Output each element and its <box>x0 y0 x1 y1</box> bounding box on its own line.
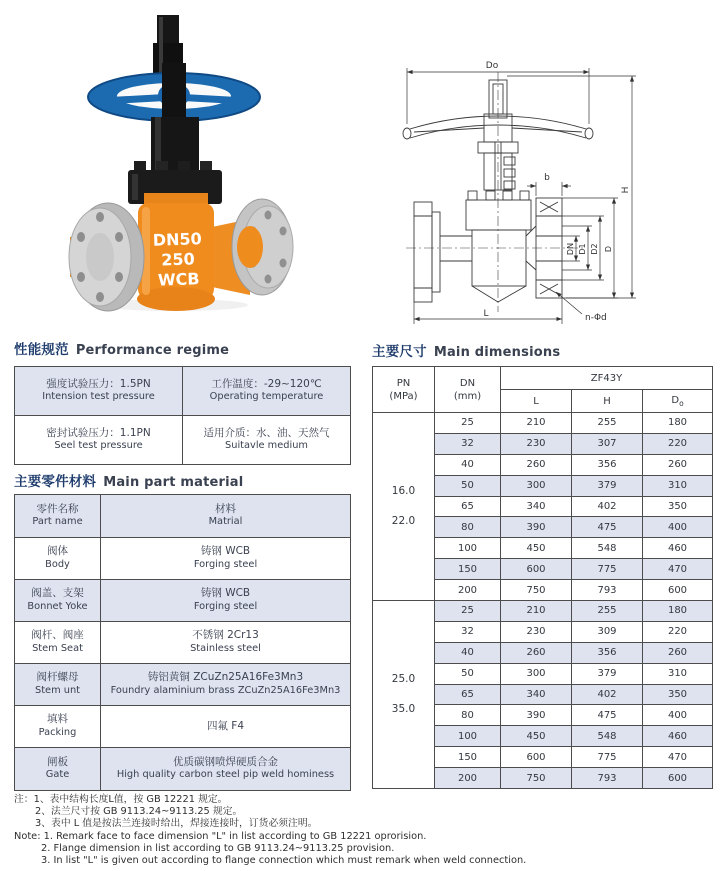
pn-value-top: 16.0 <box>391 484 416 497</box>
part-name-cell <box>15 622 101 664</box>
note-line-en: 3. In list "L" is given out according to flange connection which must remark when weld connection. <box>41 855 527 867</box>
part-name-cell <box>15 538 101 580</box>
material-header <box>101 495 351 538</box>
dimension-col-header: $D_o$ <box>643 390 713 413</box>
l-value-cell: 390 <box>501 517 572 538</box>
part-name-en: Gate <box>45 769 70 781</box>
performance-cell <box>15 367 183 416</box>
dimensions-title-zh: 主要尺寸 <box>372 344 427 360</box>
dim-label-h: H <box>621 186 631 194</box>
do-value-cell: 220 <box>643 433 713 454</box>
do-value-cell: 180 <box>643 601 713 622</box>
part-name-zh: 阀杆螺母 <box>36 671 79 684</box>
dimensions-data-row <box>373 601 713 622</box>
part-header-en: Part name <box>32 516 83 528</box>
do-value-cell: 460 <box>643 726 713 747</box>
valve-drawing-svg <box>386 40 648 332</box>
h-value-cell: 307 <box>572 433 643 454</box>
pn-group-cell <box>373 601 435 789</box>
l-value-cell: 390 <box>501 705 572 726</box>
materials-row <box>15 538 351 580</box>
material-cell <box>101 622 351 664</box>
part-name-en: Packing <box>38 726 77 738</box>
do-value-cell: 470 <box>643 559 713 580</box>
pn-header-label: PN <box>396 377 411 389</box>
materials-row <box>15 622 351 664</box>
materials-title-en: Main part material <box>103 475 244 490</box>
drawing-geometry <box>403 72 593 312</box>
left-flange <box>69 203 144 311</box>
dimensions-title-en: Main dimensions <box>433 345 561 360</box>
do-value-cell: 400 <box>643 705 713 726</box>
dimensions-data-row <box>373 413 713 434</box>
part-name-en: Stem unt <box>34 684 80 696</box>
performance-row <box>15 367 351 416</box>
body-marking-line3: WCB <box>157 269 200 290</box>
dn-value-cell: 50 <box>435 663 501 684</box>
note-line-zh: 3、表中 L 值是按法兰连接时给出，焊接连接时，订货必须注明。 <box>35 818 318 830</box>
performance-cell-zh: 工作温度：-29~120℃ <box>211 377 322 390</box>
part-name-cell <box>15 748 101 791</box>
dn-value-cell: 65 <box>435 496 501 517</box>
l-value-cell: 230 <box>501 433 572 454</box>
part-name-zh: 阀体 <box>47 545 68 558</box>
do-value-cell: 260 <box>643 454 713 475</box>
dn-value-cell: 100 <box>435 726 501 747</box>
h-value-cell: 475 <box>572 517 643 538</box>
note-line-zh: 2、法兰尺寸按 GB 9113.24~9113.25 规定。 <box>35 806 243 818</box>
material-cell <box>101 664 351 706</box>
stem-hub <box>162 63 186 121</box>
h-value-cell: 793 <box>572 768 643 789</box>
dn-value-cell: 50 <box>435 475 501 496</box>
materials-table <box>14 494 351 791</box>
dim-label-do: Do <box>485 61 499 71</box>
dn-value-cell: 40 <box>435 642 501 663</box>
body-marking-line2: 250 <box>160 249 196 270</box>
h-value-cell: 548 <box>572 726 643 747</box>
performance-title-zh: 性能规范 <box>14 342 69 358</box>
part-name-en: Stem Seat <box>32 642 83 654</box>
performance-cell-en: Operating temperature <box>209 391 324 403</box>
dn-value-cell: 200 <box>435 580 501 601</box>
dn-header-unit: (mm) <box>453 390 482 402</box>
dn-value-cell: 80 <box>435 517 501 538</box>
l-value-cell: 210 <box>501 601 572 622</box>
l-value-cell: 600 <box>501 559 572 580</box>
performance-cell-zh: 适用介质：水、油、天然气 <box>203 426 330 439</box>
material-zh: 优质碳钢喷焊硬质合金 <box>173 755 278 768</box>
h-value-cell: 775 <box>572 747 643 768</box>
valve-technical-drawing <box>386 40 648 332</box>
dimensions-header-row-1 <box>373 367 713 390</box>
dim-label-dn: DN <box>566 242 575 256</box>
l-value-cell: 340 <box>501 684 572 705</box>
material-en: Stainless steel <box>190 642 261 654</box>
material-cell <box>101 580 351 622</box>
l-value-cell: 600 <box>501 747 572 768</box>
material-zh: 铸铝黄铜 ZCuZn25A16Fe3Mn3 <box>147 671 304 684</box>
material-header-zh: 材料 <box>215 502 236 515</box>
dimension-labels <box>483 61 631 323</box>
dimensions-table <box>372 366 713 789</box>
part-name-cell <box>15 580 101 622</box>
dn-value-cell: 100 <box>435 538 501 559</box>
part-name-zh: 阀盖、支架 <box>31 587 84 600</box>
h-value-cell: 402 <box>572 684 643 705</box>
part-header <box>15 495 101 538</box>
performance-table <box>14 366 351 465</box>
material-en: High quality carbon steel pip weld hominess <box>116 769 335 781</box>
dn-value-cell: 150 <box>435 747 501 768</box>
valve-photo-svg <box>52 5 304 313</box>
part-name-en: Body <box>45 558 70 570</box>
materials-row <box>15 748 351 791</box>
dim-label-d2: D2 <box>590 243 599 255</box>
h-value-cell: 255 <box>572 413 643 434</box>
material-en: Foundry alaminium brass ZCuZn25A16Fe3Mn3 <box>110 684 341 696</box>
h-value-cell: 356 <box>572 642 643 663</box>
l-value-cell: 750 <box>501 580 572 601</box>
valve-photo <box>52 5 304 313</box>
l-value-cell: 230 <box>501 621 572 642</box>
h-value-cell: 255 <box>572 601 643 622</box>
performance-cell-en: Seel test pressure <box>54 440 143 452</box>
part-name-zh: 填料 <box>47 713 68 726</box>
dimension-col-header: L <box>501 390 572 413</box>
performance-title-en: Performance regime <box>75 343 230 358</box>
performance-section-title <box>14 338 229 358</box>
note-line-en: 2. Flange dimension in list according to GB 9113.24~9113.25 provision. <box>41 842 395 854</box>
materials-row <box>15 580 351 622</box>
pn-header-cell <box>373 367 435 413</box>
part-header-zh: 零件名称 <box>36 502 79 515</box>
h-value-cell: 379 <box>572 663 643 684</box>
dn-value-cell: 40 <box>435 454 501 475</box>
performance-cell-en: Suitavle medium <box>225 440 308 452</box>
material-en: Forging steel <box>193 600 258 612</box>
pn-header-unit: (MPa) <box>389 390 418 402</box>
do-value-cell: 600 <box>643 768 713 789</box>
dimensions-section-title <box>372 340 560 360</box>
l-value-cell: 340 <box>501 496 572 517</box>
h-value-cell: 475 <box>572 705 643 726</box>
dn-value-cell: 65 <box>435 684 501 705</box>
material-zh: 铸钢 WCB <box>200 545 251 558</box>
material-zh: 不锈钢 2Cr13 <box>192 629 259 642</box>
dn-value-cell: 80 <box>435 705 501 726</box>
right-flange <box>232 199 293 295</box>
dn-value-cell: 25 <box>435 601 501 622</box>
material-cell <box>101 748 351 791</box>
dimension-col-header: H <box>572 390 643 413</box>
do-value-cell: 180 <box>643 413 713 434</box>
material-header-en: Matrial <box>208 516 243 528</box>
l-value-cell: 450 <box>501 726 572 747</box>
dim-label-l: L <box>483 309 489 319</box>
do-value-cell: 260 <box>643 642 713 663</box>
dn-value-cell: 25 <box>435 413 501 434</box>
do-value-cell: 600 <box>643 580 713 601</box>
do-value-cell: 460 <box>643 538 713 559</box>
dim-label-d1: D1 <box>578 243 587 255</box>
dn-header-label: DN <box>459 377 476 389</box>
performance-cell <box>183 367 351 416</box>
dn-header-cell <box>435 367 501 413</box>
pn-value-top: 25.0 <box>391 672 416 685</box>
material-zh: 铸钢 WCB <box>200 587 251 600</box>
do-subscript: o <box>679 398 684 408</box>
materials-row <box>15 664 351 706</box>
part-name-zh: 阀杆、阀座 <box>31 629 84 642</box>
materials-section-title <box>14 470 243 490</box>
performance-cell <box>183 416 351 465</box>
materials-row <box>15 706 351 748</box>
h-value-cell: 379 <box>572 475 643 496</box>
dn-value-cell: 32 <box>435 433 501 454</box>
dim-label-d: D <box>604 245 613 253</box>
do-value-cell: 400 <box>643 517 713 538</box>
l-value-cell: 450 <box>501 538 572 559</box>
note-line-zh: 注：1、表中结构长度L值，按 GB 12221 规定。 <box>14 794 228 805</box>
h-value-cell: 548 <box>572 538 643 559</box>
dim-label-n-phi-d: n-Φd <box>585 313 607 323</box>
h-value-cell: 775 <box>572 559 643 580</box>
h-value-cell: 356 <box>572 454 643 475</box>
l-value-cell: 260 <box>501 642 572 663</box>
note-line-en: Note: 1. Remark face to face dimension "L" in list according to GB 12221 oprorision. <box>14 830 427 842</box>
part-name-en: Bonnet Yoke <box>27 600 88 612</box>
do-value-cell: 470 <box>643 747 713 768</box>
model-header-cell: ZF43Y <box>501 367 713 390</box>
pn-value-bottom: 35.0 <box>391 702 416 715</box>
materials-title-zh: 主要零件材料 <box>14 474 97 490</box>
dn-value-cell: 200 <box>435 768 501 789</box>
performance-cell-zh: 密封试验压力：1.1PN <box>46 426 151 439</box>
materials-header-row <box>15 495 351 538</box>
performance-row <box>15 416 351 465</box>
l-value-cell: 300 <box>501 475 572 496</box>
body-marking-line1: DN50 <box>152 229 203 250</box>
performance-cell-en: Intension test pressure <box>42 391 155 403</box>
l-value-cell: 300 <box>501 663 572 684</box>
part-name-cell <box>15 706 101 748</box>
h-value-cell: 309 <box>572 621 643 642</box>
performance-cell <box>15 416 183 465</box>
material-cell <box>101 706 351 748</box>
pn-group-cell <box>373 413 435 601</box>
material-cell <box>101 538 351 580</box>
l-value-cell: 750 <box>501 768 572 789</box>
part-name-zh: 闸板 <box>47 755 68 768</box>
notes <box>14 794 614 867</box>
material-zh: 四氟 F4 <box>206 719 245 732</box>
dim-label-b: b <box>544 173 550 183</box>
do-value-cell: 310 <box>643 475 713 496</box>
material-en: Forging steel <box>193 558 258 570</box>
l-value-cell: 210 <box>501 413 572 434</box>
part-name-cell <box>15 664 101 706</box>
do-value-cell: 310 <box>643 663 713 684</box>
dn-value-cell: 32 <box>435 621 501 642</box>
performance-cell-zh: 强度试验压力：1.5PN <box>46 377 151 390</box>
do-value-cell: 350 <box>643 684 713 705</box>
pn-value-bottom: 22.0 <box>391 514 416 527</box>
do-value-cell: 220 <box>643 621 713 642</box>
l-value-cell: 260 <box>501 454 572 475</box>
dn-value-cell: 150 <box>435 559 501 580</box>
h-value-cell: 402 <box>572 496 643 517</box>
do-value-cell: 350 <box>643 496 713 517</box>
h-value-cell: 793 <box>572 580 643 601</box>
